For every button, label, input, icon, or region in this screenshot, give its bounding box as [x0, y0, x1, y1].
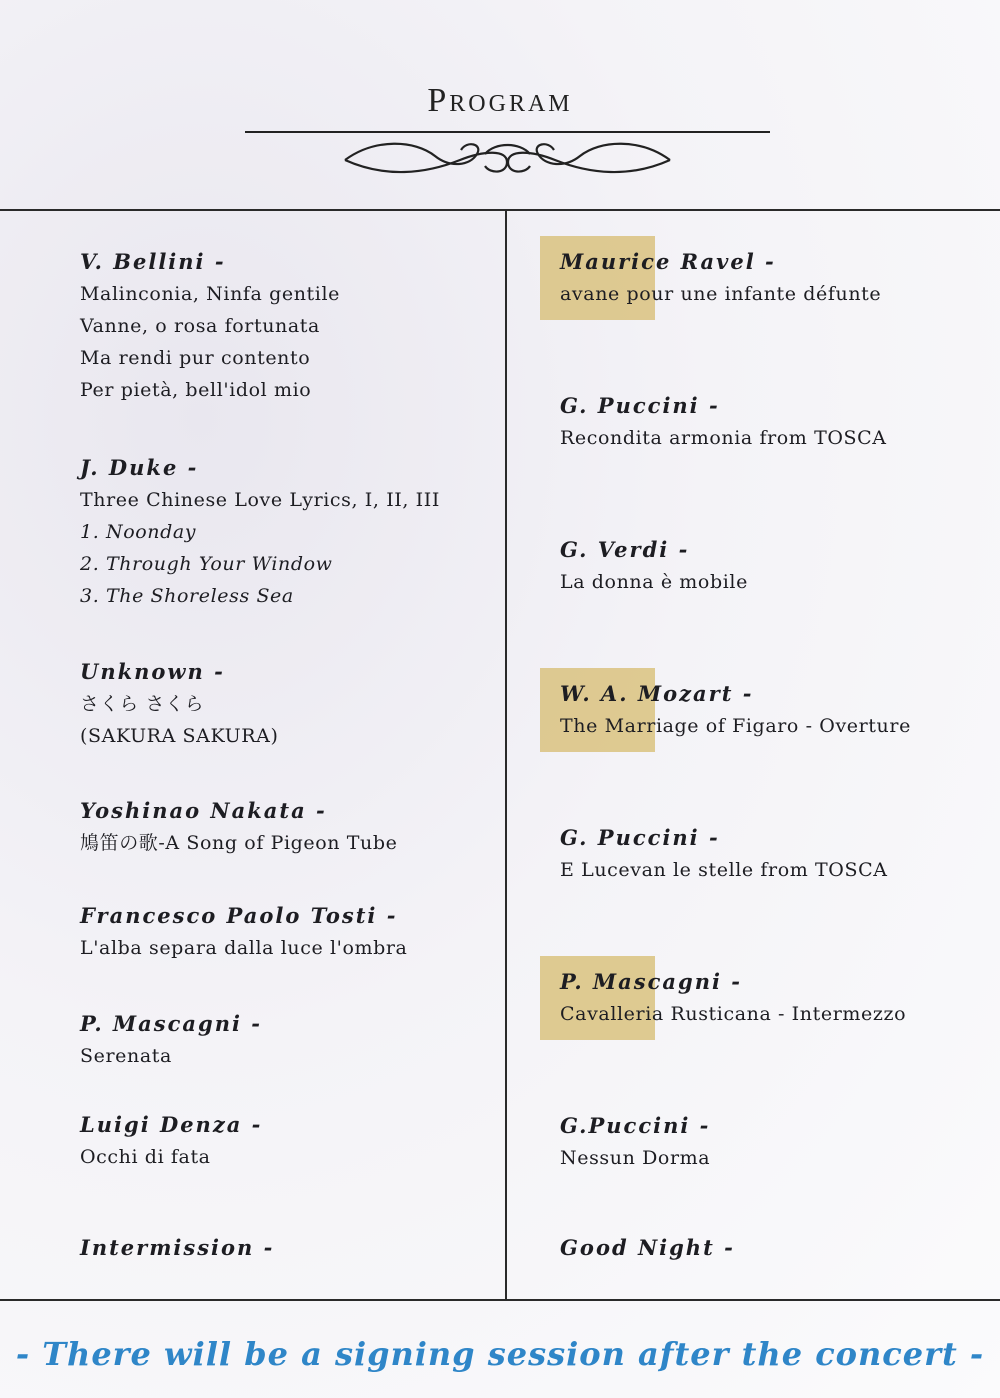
program-item [80, 1109, 520, 1173]
composer-name: P. Mascagni - [80, 1011, 262, 1036]
bottom-rule [0, 1299, 1000, 1301]
program-item [560, 1232, 1000, 1264]
piece-title: Per pietà, bell'idol mio [80, 379, 312, 401]
program-item [80, 656, 520, 752]
piece-title: La donna è mobile [560, 571, 748, 593]
program-item [560, 534, 1000, 598]
program-item [80, 452, 520, 612]
piece-title: 3. The Shoreless Sea [80, 585, 294, 607]
composer-name: W. A. Mozart - [560, 681, 754, 706]
piece-title: Malinconia, Ninfa gentile [80, 283, 340, 305]
piece-title: 2. Through Your Window [80, 553, 333, 575]
piece-title: Recondita armonia from TOSCA [560, 427, 887, 449]
program-item [560, 390, 1000, 454]
piece-title: Occhi di fata [80, 1146, 211, 1168]
piece-title: (SAKURA SAKURA) [80, 725, 279, 747]
composer-name: V. Bellini - [80, 249, 226, 274]
program-item [80, 1008, 520, 1072]
piece-title: Nessun Dorma [560, 1147, 711, 1169]
composer-name: G. Puccini - [560, 393, 720, 418]
signing-session-note: - There will be a signing session after the concert - [15, 1335, 985, 1373]
piece-title: avane pour une infante défunte [560, 283, 882, 305]
program-item [560, 1110, 1000, 1174]
program-item [560, 246, 1000, 310]
program-item [560, 822, 1000, 886]
composer-name: G. Puccini - [560, 825, 720, 850]
piece-title: The Marriage of Figaro - Overture [560, 715, 911, 737]
composer-name: Yoshinao Nakata - [80, 798, 327, 823]
composer-name: J. Duke - [80, 455, 199, 480]
composer-name: Francesco Paolo Tosti - [80, 903, 398, 928]
composer-name: Good Night - [560, 1235, 735, 1260]
piece-title: 鳩笛の歌-A Song of Pigeon Tube [80, 832, 398, 854]
piece-title: E Lucevan le stelle from TOSCA [560, 859, 888, 881]
top-rule [0, 209, 1000, 211]
program-item [80, 900, 520, 964]
piece-title: Vanne, o rosa fortunata [80, 315, 320, 337]
ornamental-flourish-icon [245, 128, 770, 178]
composer-name: Unknown - [80, 659, 225, 684]
piece-title: Ma rendi pur contento [80, 347, 311, 369]
page-title: Program [427, 82, 573, 119]
composer-name: G.Puccini - [560, 1113, 711, 1138]
composer-name: Luigi Denza - [80, 1112, 263, 1137]
program-item [80, 246, 520, 406]
program-item [80, 795, 520, 859]
program-item [560, 678, 1000, 742]
composer-name: Intermission - [80, 1235, 275, 1260]
piece-title: Three Chinese Love Lyrics, I, II, III [80, 489, 440, 511]
composer-name: Maurice Ravel - [560, 249, 776, 274]
composer-name: P. Mascagni - [560, 969, 742, 994]
piece-title: Serenata [80, 1045, 172, 1067]
piece-title: 1. Noonday [80, 521, 197, 543]
piece-title: さくら さくら [80, 693, 205, 715]
program-item [560, 966, 1000, 1030]
piece-title: L'alba separa dalla luce l'ombra [80, 937, 408, 959]
piece-title: Cavalleria Rusticana - Intermezzo [560, 1003, 907, 1025]
program-item [80, 1232, 520, 1264]
composer-name: G. Verdi - [560, 537, 690, 562]
